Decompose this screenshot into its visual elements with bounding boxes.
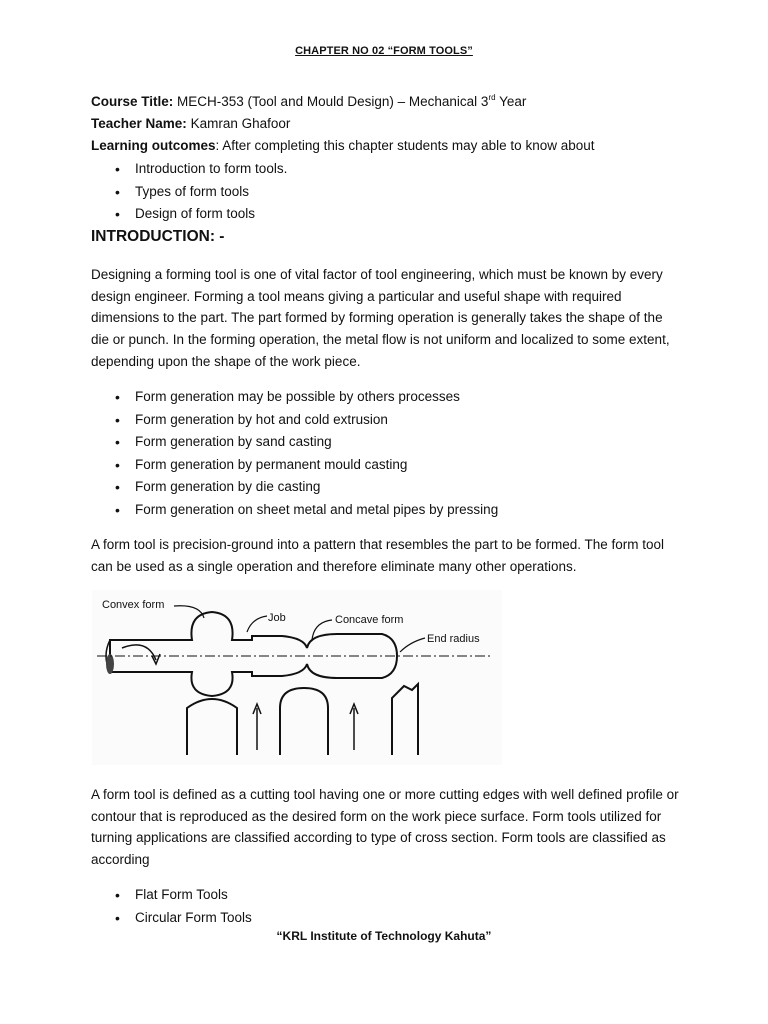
teacher-name-label: Teacher Name: <box>91 116 187 131</box>
learning-outcomes-line <box>91 135 595 157</box>
form-tool-figure <box>92 590 502 765</box>
page-footer: “KRL Institute of Technology Kahuta” <box>276 929 492 943</box>
introduction-paragraph: Designing a forming tool is one of vital factor of tool engineering, which must be known by every design engineer. Forming a tool means giving a particular and useful shape with required dimensions to the part. The part formed by forming operation is generally takes the shape of the die or punch. In the forming operation, the metal flow is not uniform and localized to some extent, depending upon the shape of the work piece. <box>91 267 670 369</box>
list-item: • Flat Form Tools <box>115 884 252 907</box>
convex-form-label: Convex form <box>102 599 165 611</box>
figure-background <box>92 590 502 765</box>
form-tool-paragraph: A form tool is precision-ground into a pattern that resembles the part to be formed. The form tool can be used as a single operation and therefore eliminate many other operations. <box>91 537 665 574</box>
list-item: • Form generation by sand casting <box>115 431 498 454</box>
list-item: • Introduction to form tools. <box>115 158 287 181</box>
course-title-suffix: Year <box>499 94 527 109</box>
course-title-value: MECH-353 (Tool and Mould Design) – Mechanical 3 <box>177 94 489 109</box>
learning-outcomes-label: Learning outcomes <box>91 138 216 153</box>
course-title-label: Course Title: <box>91 94 174 109</box>
classification-list <box>115 884 252 929</box>
introduction-heading: INTRODUCTION: - <box>91 228 225 245</box>
list-item: • Circular Form Tools <box>115 907 252 930</box>
list-item: • Form generation may be possible by others processes <box>115 386 498 409</box>
teacher-name-line <box>91 113 290 135</box>
concave-form-label: Concave form <box>335 614 404 626</box>
list-item: • Types of form tools <box>115 181 287 204</box>
course-title-sup: rd <box>488 93 496 102</box>
list-item: • Design of form tools <box>115 203 287 226</box>
chapter-title: CHAPTER NO 02 “FORM TOOLS” <box>295 45 473 57</box>
list-item: • Form generation by hot and cold extrusion <box>115 409 498 432</box>
form-generation-list <box>115 386 498 521</box>
job-label: Job <box>268 612 286 624</box>
course-title-line <box>91 91 526 113</box>
end-radius-label: End radius <box>427 633 480 645</box>
chuck-shading <box>106 654 114 674</box>
definition-paragraph: A form tool is defined as a cutting tool having one or more cutting edges with well defined profile or contour that is reproduced as the desired form on the work piece surface. Form tools utilized for turning applications are classified according to type of cross section. Form tools are classified as according <box>91 787 679 868</box>
teacher-name-value: Kamran Ghafoor <box>190 116 291 131</box>
list-item: • Form generation by die casting <box>115 476 498 499</box>
list-item: • Form generation on sheet metal and metal pipes by pressing <box>115 499 498 522</box>
learning-outcomes-value: : After completing this chapter students may able to know about <box>215 138 595 153</box>
list-item: • Form generation by permanent mould casting <box>115 454 498 477</box>
learning-outcomes-list <box>115 158 287 226</box>
